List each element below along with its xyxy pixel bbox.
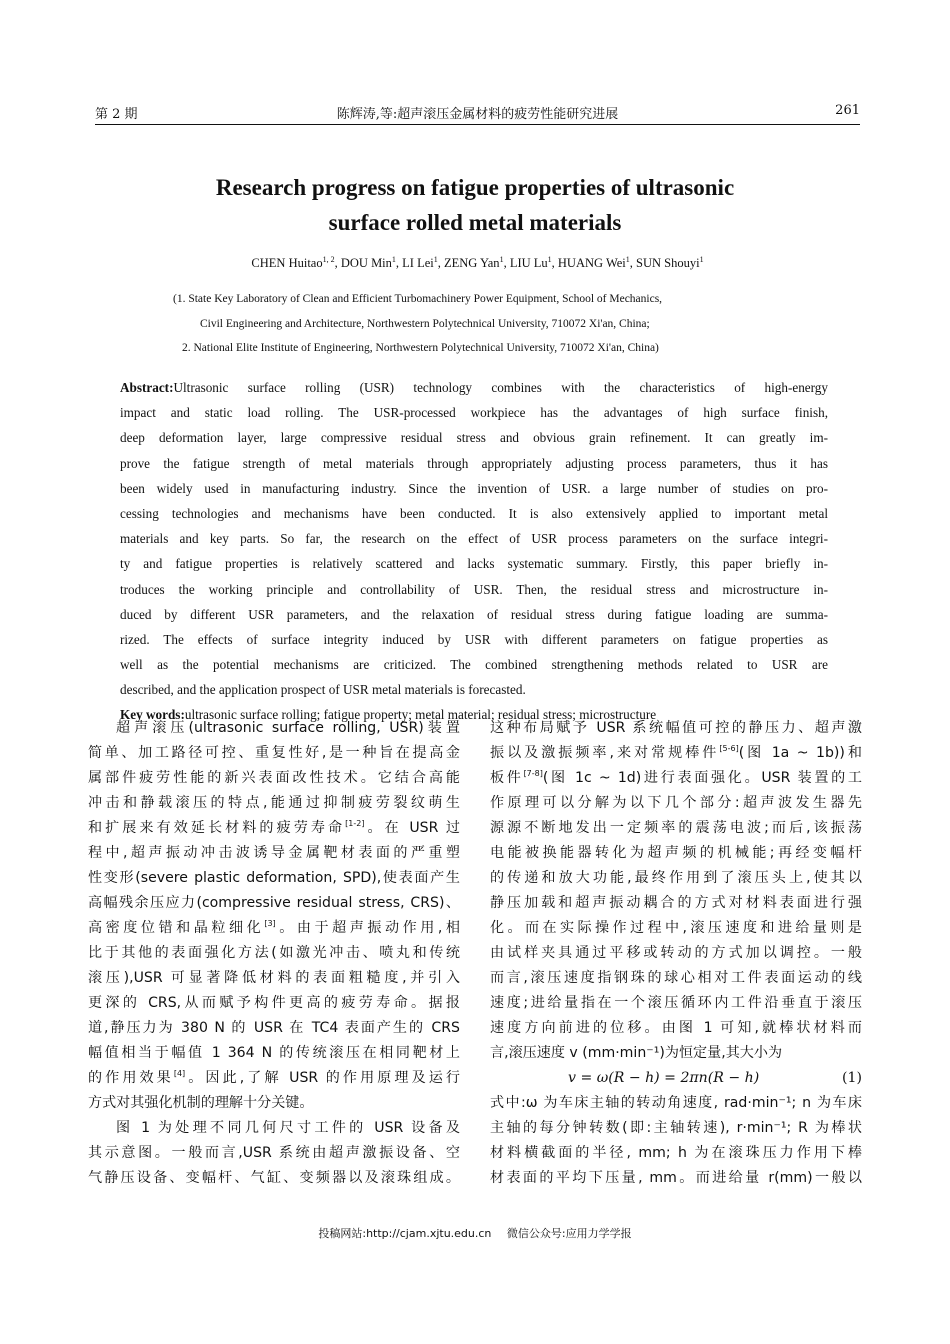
- abstract-text: troduces the working principle and controllability of USR. Then, the residual stress and microstructure in-: [120, 581, 828, 597]
- body-text-line: 化。而在实际操作过程中,滚压速度和进给量则是: [490, 920, 862, 936]
- body-text-line: 滚压),USR 可显著降低材料的表面粗糙度,并引入: [88, 970, 460, 986]
- author-name: HUANG Wei: [557, 256, 626, 271]
- issue-number: 第 2 期: [95, 107, 138, 122]
- body-text-line: 作原理可以分解为以下几个部分:超声波发生器先: [490, 795, 862, 811]
- title-line-2: surface rolled metal materials: [328, 210, 622, 235]
- body-text-line: 源源不断地发出一定频率的震荡电波;而后,该振荡: [490, 820, 862, 836]
- abstract-text: cessing technologies and mechanisms have been conducted. It is also extensively applied to important metal: [120, 505, 828, 521]
- abstract-text: deep deformation layer, large compressive residual stress and obvious grain refinement. It can greatly im-: [120, 430, 828, 446]
- author-affiliation-mark: 1: [547, 255, 552, 264]
- body-text-line: 振以及激振频率,来对常规棒件[5-6](图 1a ~ 1b))和: [490, 744, 862, 761]
- abstract-line: [120, 400, 828, 425]
- author-affiliation-mark: 1, 2: [322, 255, 335, 264]
- body-text-line: 气静压设备、变幅杆、气缸、变频器以及滚珠组成。: [88, 1170, 460, 1186]
- body-text-line: 比于其他的表面强化方法(如激光冲击、喷丸和传统: [88, 945, 460, 961]
- author-name: SUN Shouyi: [636, 256, 700, 271]
- equation-number: (1): [842, 1070, 862, 1086]
- body-text-line: 速度方向前进的位移。由图 1 可知,就棒状材料而: [490, 1020, 862, 1036]
- abstract-line: [120, 677, 828, 702]
- author-name: LI Lei: [402, 256, 434, 271]
- author-list: CHEN Huitao$^{1, 2}$, DOU Min$^1$, LI Lei$^1$, ZENG Yan$^1$, LIU Lu$^1$, HUANG Wei$^1$, SUN Shouyi$^1$: [251, 255, 704, 271]
- abstract-text: impact and static load rolling. The USR-processed workpiece has the advantages of high surface finish,: [120, 405, 828, 421]
- affiliation-line: Civil Engineering and Architecture, Northwestern Polytechnical University, 710072 Xi'an, China;: [200, 317, 650, 330]
- body-text-line: 静压加载和超声振动耦合的方式对材料表面进行强: [490, 895, 862, 911]
- body-text-line: 板件[7-8](图 1c ~ 1d)进行表面强化。USR 装置的工: [490, 769, 862, 786]
- submission-website: 投稿网站:http://cjam.xjtu.edu.cn: [318, 1227, 492, 1240]
- body-text-line: 幅值相当于幅值 1 364 N 的传统滚压在相同靶材上: [88, 1045, 460, 1061]
- footer: [0, 1225, 950, 1241]
- abstract-line: [120, 627, 828, 652]
- keywords-label: Key words:: [120, 707, 185, 723]
- abstract-label: Abstract:: [120, 380, 174, 395]
- citation-marker: [7-8]: [523, 769, 543, 778]
- abstract-text: described, and the application prospect of USR metal materials is forecasted.: [120, 682, 526, 698]
- body-text-line: 和扩展来有效延长材料的疲劳寿命[1-2]。在 USR 过: [88, 819, 460, 836]
- body-text-line: 材料横截面的半径, mm; h 为在滚珠压力作用下棒: [490, 1145, 862, 1161]
- author-name: DOU Min: [340, 256, 392, 271]
- abstract-line: [120, 526, 828, 551]
- abstract-text: materials and key parts. So far, the research on the effect of USR process parameters on the surface integri-: [120, 531, 828, 547]
- running-header: [95, 103, 860, 125]
- keywords-text: ultrasonic surface rolling; fatigue property; metal material; residual stress; microstructure: [184, 707, 657, 723]
- citation-marker: [5-6]: [719, 744, 739, 753]
- body-text-line: 性变形(severe plastic deformation, SPD),使表面产生: [88, 870, 460, 886]
- abstract-text: well as the potential mechanisms are criticized. The combined strengthening methods related to USR are: [120, 657, 828, 673]
- body-text-line: 电能被换能器转化为超声频的机械能;再经变幅杆: [490, 845, 862, 861]
- equation-expression: v = ω(R − h) = 2πn(R − h): [568, 1070, 760, 1086]
- author-affiliation-mark: 1: [625, 255, 630, 264]
- affiliation-line: 2. National Elite Institute of Engineering, Northwestern Polytechnical University, 710072 Xi'an, China): [182, 342, 659, 354]
- abstract-line: [120, 425, 828, 450]
- equation-1: [490, 1066, 862, 1091]
- citation-marker: [3]: [264, 919, 276, 928]
- author-name: ZENG Yan: [444, 256, 500, 271]
- author-affiliation-mark: 1: [699, 255, 704, 264]
- body-text-line: 速度;进给量指在一个滚压循环内工件沿垂直于滚压: [490, 995, 862, 1011]
- body-text-line: 属部件疲劳性能的新兴表面改性技术。它结合高能: [88, 770, 460, 786]
- body-text-line: 高密度位错和晶粒细化[3]。由于超声振动作用,相: [88, 919, 460, 936]
- body-text-line: 这种布局赋予 USR 系统幅值可控的静压力、超声激: [490, 720, 862, 736]
- paper-title: [120, 170, 830, 240]
- body-text-line: 主轴的每分钟转数(即:主轴转速), r·min⁻¹; R 为棒状: [490, 1120, 862, 1136]
- body-text-line: 方式对其强化机制的理解十分关键。: [88, 1095, 314, 1111]
- body-text-line: 言,滚压速度 v (mm·min⁻¹)为恒定量,其大小为: [490, 1045, 783, 1061]
- abstract-text: rized. The effects of surface integrity induced by USR with different parameters on fatigue properties as: [120, 631, 828, 647]
- abstract-line: [120, 577, 828, 602]
- abstract-text: been widely used in manufacturing industry. Since the invention of USR. a large number of studies on pro-: [120, 480, 828, 496]
- body-text-line: 其示意图。一般而言,USR 系统由超声激振设备、空: [88, 1145, 460, 1161]
- body-text-line: 程中,超声振动冲击波诱导金属靶材表面的严重塑: [88, 845, 460, 861]
- abstract-line: [120, 652, 828, 677]
- abstract-text: duced by different USR parameters, and the relaxation of residual stress during fatigue loading are summa-: [120, 606, 828, 622]
- body-text-line: 简单、加工路径可控、重复性好,是一种旨在提高金: [88, 745, 460, 761]
- page-number: 261: [835, 103, 860, 118]
- running-title: 陈辉涛,等:超声滚压金属材料的疲劳性能研究进展: [336, 107, 619, 122]
- body-column-right: [490, 716, 862, 1191]
- abstract-line: [120, 501, 828, 526]
- abstract-line: [120, 602, 828, 627]
- body-text-line: 式中:ω 为车床主轴的转动角速度, rad·min⁻¹; n 为车床: [490, 1095, 862, 1111]
- header-divider: [95, 124, 860, 125]
- abstract-line: [120, 551, 828, 576]
- title-line-1: Research progress on fatigue properties of ultrasonic: [215, 175, 735, 200]
- body-text-line: 道,静压力为 380 N 的 USR 在 TC4 表面产生的 CRS: [88, 1020, 460, 1036]
- author-affiliation-mark: 1: [499, 255, 504, 264]
- abstract-text: ty and fatigue properties is relatively scattered and lacks systematic summary. Firstly, this paper briefly in-: [120, 556, 828, 572]
- body-text-line: 图 1 为处理不同几何尺寸工件的 USR 设备及: [116, 1120, 460, 1136]
- body-text-line: 而言,滚压速度指钢珠的球心相对工件表面运动的线: [490, 970, 862, 986]
- body-column-left: [88, 716, 460, 1191]
- body-text-line: 高幅残余压应力(compressive residual stress, CRS)、: [88, 895, 460, 911]
- abstract-text: prove the fatigue strength of metal materials through appropriately adjusting process parameters, thus it has: [120, 455, 828, 471]
- abstract-line: [120, 451, 828, 476]
- wechat-account: 微信公众号:应用力学学报: [506, 1227, 632, 1240]
- author-name: CHEN Huitao: [251, 256, 323, 271]
- affiliations: [95, 287, 860, 361]
- body-text-line: 的传递和放大功能,最终作用到了滚压头上,使其以: [490, 870, 862, 886]
- body-text-line: 的作用效果[4]。因此,了解 USR 的作用原理及运行: [88, 1069, 460, 1086]
- affiliation-line: (1. State Key Laboratory of Clean and Efficient Turbomachinery Power Equipment, School of Mechanics,: [173, 293, 663, 305]
- body-text-line: 材表面的平均下压量, mm。而进给量 r(mm)一般以: [490, 1170, 862, 1186]
- author-affiliation-mark: 1: [433, 255, 438, 264]
- abstract-text: Ultrasonic surface rolling (USR) technology combines with the characteristics of high-energy: [173, 380, 828, 395]
- citation-marker: [1-2]: [345, 819, 365, 828]
- author-name: LIU Lu: [509, 256, 548, 271]
- body-text-line: 更深的 CRS,从而赋予构件更高的疲劳寿命。据报: [88, 995, 460, 1011]
- abstract-line: [120, 476, 828, 501]
- abstract: [120, 375, 828, 728]
- abstract-line: [120, 375, 828, 400]
- body-text-line: 冲击和静载滚压的特点,能通过抑制疲劳裂纹萌生: [88, 795, 460, 811]
- citation-marker: [4]: [173, 1069, 186, 1078]
- author-affiliation-mark: 1: [391, 255, 396, 264]
- body-text-line: 由试样夹具通过平移或转动的方式加以调控。一般: [490, 945, 862, 961]
- body-text-line: 超声滚压(ultrasonic surface rolling, USR)装置: [116, 720, 460, 736]
